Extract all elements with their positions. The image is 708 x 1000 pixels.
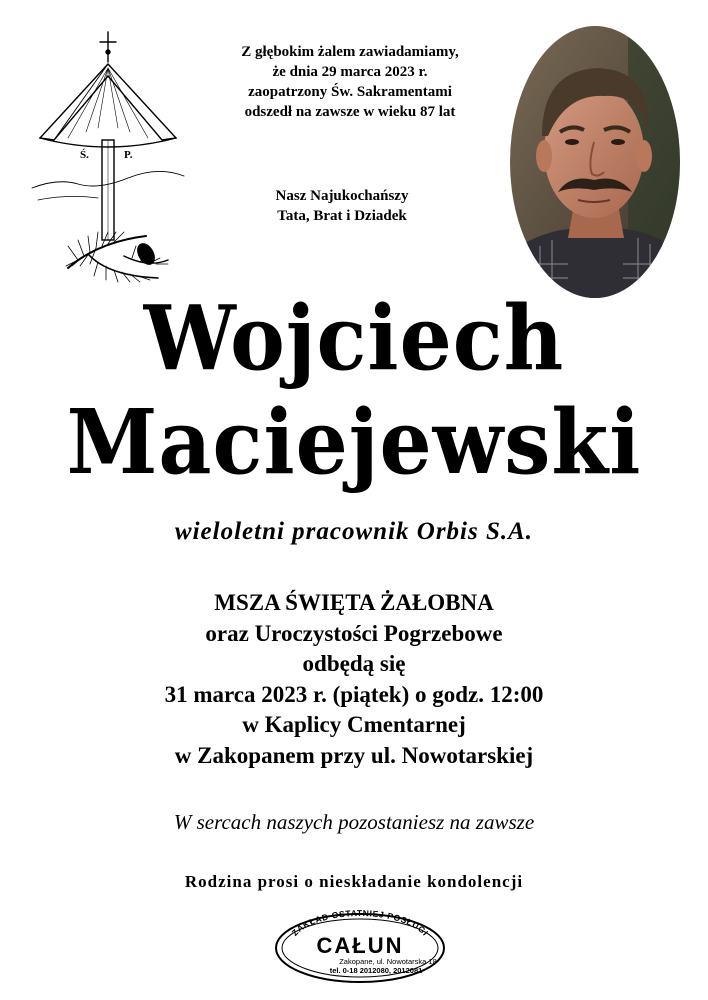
announcement-line: że dnia 29 marca 2023 r. [272, 64, 428, 80]
announcement-text [200, 42, 500, 122]
ceremony-line: 31 marca 2023 r. (piątek) o godz. 12:00 [164, 681, 544, 707]
ceremony-line: MSZA ŚWIĘTA ŻAŁOBNA [214, 590, 494, 615]
condolence-request: Rodzina prosi o nieskładanie kondolencji [184, 872, 524, 891]
ceremony-information [0, 588, 708, 771]
logo-top-arc-text: ZAKŁAD OSTATNIEJ POSŁUGI [289, 907, 431, 938]
family-relation-text [222, 186, 462, 226]
ceremony-line: oraz Uroczystości Pogrzebowe [205, 620, 503, 646]
announcement-line: odszedł na zawsze w wieku 87 lat [244, 104, 456, 120]
deceased-description: wieloletni pracownik Orbis S.A. [174, 518, 534, 545]
family-relation-line: Nasz Najukochańszy [275, 188, 409, 204]
farewell-text: W sercach naszych pozostaniesz na zawsze [173, 810, 535, 834]
shrine-inscription-left: Ś. [80, 149, 89, 161]
logo-brand-name: CAŁUN [316, 933, 404, 958]
announcement-line: zaopatrzony Św. Sakramentami [248, 84, 452, 100]
portrait-image [508, 24, 682, 300]
deceased-last-name: Maciejewski [66, 391, 642, 495]
logo-drawing [270, 906, 450, 986]
ceremony-line: w Kaplicy Cmentarnej [242, 712, 466, 737]
deceased-first-name: Wojciech [143, 287, 565, 391]
shrine-inscription-right: P. [124, 149, 133, 161]
deceased-portrait-photo [508, 24, 682, 300]
announcement-line: Z głębokim żalem zawiadamiamy, [241, 44, 459, 60]
family-relation-line: Tata, Brat i Dziadek [277, 208, 407, 224]
shrine-drawing [28, 28, 188, 290]
wayside-shrine-illustration [28, 28, 188, 290]
logo-phone: tel. 0-18 2012080, 2012081 [329, 966, 423, 975]
ceremony-line: odbędą się [302, 651, 406, 676]
funeral-home-logo [270, 906, 450, 986]
logo-address: Zakopane, ul. Nowotarska 18 [339, 957, 437, 966]
ceremony-line: w Zakopanem przy ul. Nowotarskiej [174, 742, 534, 768]
